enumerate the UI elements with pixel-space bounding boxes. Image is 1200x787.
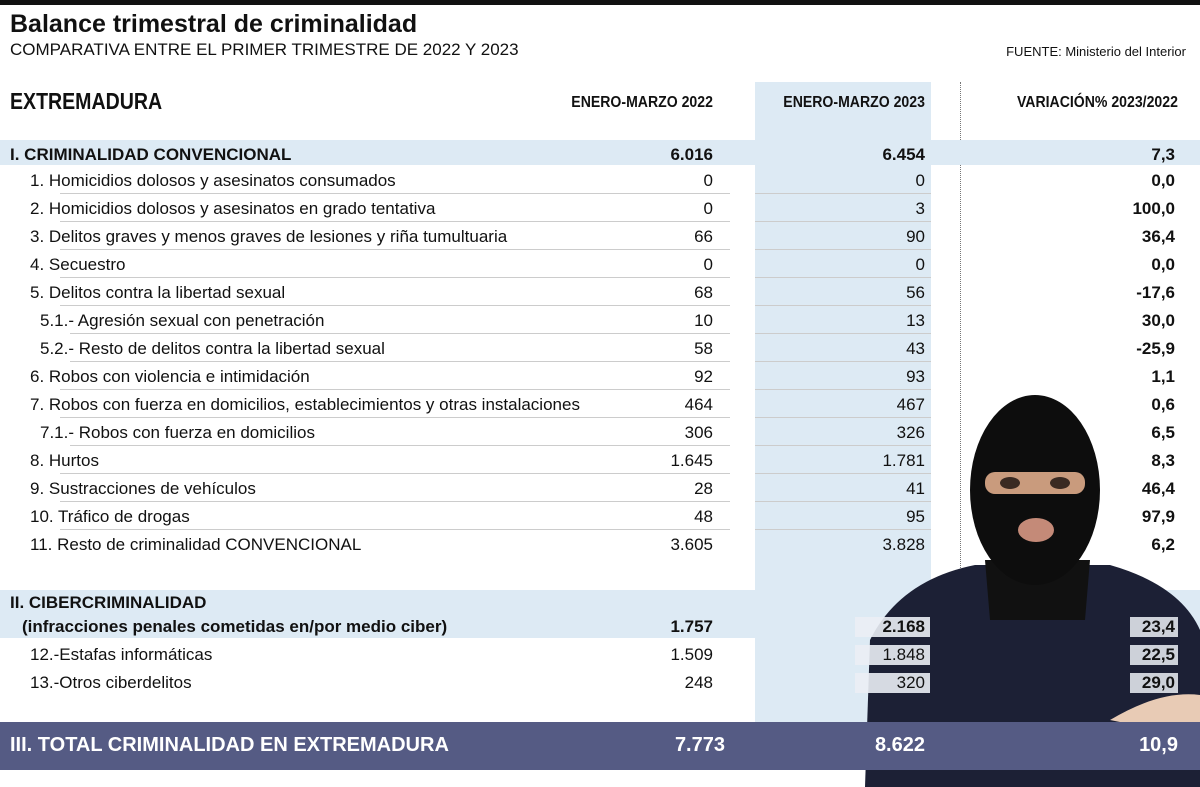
value-variation: -17,6	[1136, 283, 1175, 302]
row-label: 4. Secuestro	[30, 255, 126, 274]
value-2023: 56	[906, 283, 925, 302]
value-variation: -25,9	[1136, 339, 1175, 358]
value-2022: 306	[684, 423, 713, 442]
value-2023: 90	[906, 227, 925, 246]
value-2023: 6.454	[882, 145, 925, 164]
table-row	[0, 668, 1200, 696]
column-header-variation: VARIACIÓN% 2023/2022	[1017, 94, 1178, 111]
row-label: 5.1.- Agresión sexual con penetración	[40, 311, 325, 330]
value-variation: 6,5	[1151, 423, 1175, 442]
value-2022: 6.016	[670, 145, 713, 164]
ciber-title: II. CIBERCRIMINALIDAD	[10, 593, 207, 612]
row-label: 13.-Otros ciberdelitos	[30, 673, 192, 692]
value-2023: 3	[915, 199, 925, 218]
value-variation: 8,3	[1151, 451, 1175, 470]
value-2023: 41	[906, 479, 925, 498]
value-variation: 100,0	[1132, 199, 1175, 218]
value-variation: 36,4	[1141, 227, 1175, 246]
table-row	[0, 612, 1200, 640]
column-header-2023: ENERO-MARZO 2023	[783, 94, 925, 111]
row-label: 11. Resto de criminalidad CONVENCIONAL	[30, 535, 362, 554]
value-2023: 320	[855, 673, 930, 693]
source-note: FUENTE: Ministerio del Interior	[1006, 44, 1186, 59]
value-2023: 95	[906, 507, 925, 526]
row-label: 9. Sustracciones de vehículos	[30, 479, 256, 498]
value-2022: 0	[703, 255, 713, 274]
value-2023: 2.168	[855, 617, 930, 637]
value-2022: 92	[694, 367, 713, 386]
row-label: 1. Homicidios dolosos y asesinatos consumados	[30, 171, 396, 190]
value-2023: 467	[896, 395, 925, 414]
value-2022: 248	[684, 673, 713, 692]
value-variation: 29,0	[1130, 673, 1178, 693]
row-label: 7. Robos con fuerza en domicilios, establecimientos y otras instalaciones	[30, 395, 580, 414]
value-variation: 7,3	[1151, 145, 1175, 164]
total-variation: 10,9	[1139, 734, 1178, 756]
value-variation: 30,0	[1141, 311, 1175, 330]
value-2022: 28	[694, 479, 713, 498]
row-label: 10. Tráfico de drogas	[30, 507, 190, 526]
value-2022: 0	[703, 199, 713, 218]
total-2022: 7.773	[674, 734, 725, 756]
row-label: 3. Delitos graves y menos graves de lesiones y riña tumultuaria	[30, 227, 508, 246]
value-2022: 1.645	[670, 451, 713, 470]
row-label: 5.2.- Resto de delitos contra la libertad sexual	[40, 339, 385, 358]
row-label: 8. Hurtos	[30, 451, 99, 470]
value-variation: 1,1	[1151, 367, 1175, 386]
value-2023: 1.781	[882, 451, 925, 470]
value-variation: 6,2	[1151, 535, 1175, 554]
value-variation: 23,4	[1130, 617, 1178, 637]
total-2023: 8.622	[874, 734, 925, 756]
value-2022: 464	[684, 395, 713, 414]
value-2022: 68	[694, 283, 713, 302]
value-variation: 0,0	[1151, 255, 1175, 274]
value-2022: 10	[694, 311, 713, 330]
value-2022: 58	[694, 339, 713, 358]
value-2022: 48	[694, 507, 713, 526]
value-2023: 326	[896, 423, 925, 442]
value-2023: 3.828	[882, 535, 925, 554]
value-variation: 46,4	[1141, 479, 1175, 498]
total-label: III. TOTAL CRIMINALIDAD EN EXTREMADURA	[10, 734, 449, 756]
value-2022: 0	[703, 171, 713, 190]
subtitle: COMPARATIVA ENTRE EL PRIMER TRIMESTRE DE 2022 Y 2023	[10, 40, 519, 59]
value-variation: 22,5	[1130, 645, 1178, 665]
row-label: 2. Homicidios dolosos y asesinatos en grado tentativa	[30, 199, 436, 218]
value-2023: 43	[906, 339, 925, 358]
value-2022: 66	[694, 227, 713, 246]
value-2022: 1.509	[670, 645, 713, 664]
table-row	[0, 640, 1200, 668]
row-label: 6. Robos con violencia e intimidación	[30, 367, 310, 386]
region-heading: EXTREMADURA	[10, 88, 163, 114]
value-2022: 1.757	[670, 617, 713, 636]
row-label: 12.-Estafas informáticas	[30, 645, 213, 664]
page-title: Balance trimestral de criminalidad	[10, 10, 418, 38]
value-2023: 0	[915, 171, 925, 190]
value-2023: 13	[906, 311, 925, 330]
row-label: 5. Delitos contra la libertad sexual	[30, 283, 286, 302]
column-header-2022: ENERO-MARZO 2022	[571, 94, 713, 111]
value-2023: 0	[915, 255, 925, 274]
total-row	[0, 722, 1200, 770]
value-variation: 0,6	[1151, 395, 1175, 414]
row-label: I. CRIMINALIDAD CONVENCIONAL	[10, 145, 292, 164]
row-label: 7.1.- Robos con fuerza en domicilios	[40, 423, 315, 442]
row-label: (infracciones penales cometidas en/por medio ciber)	[22, 617, 448, 636]
value-variation: 0,0	[1151, 171, 1175, 190]
value-variation: 97,9	[1141, 507, 1175, 526]
value-2022: 3.605	[670, 535, 713, 554]
value-2023: 1.848	[855, 645, 930, 665]
value-2023: 93	[906, 367, 925, 386]
